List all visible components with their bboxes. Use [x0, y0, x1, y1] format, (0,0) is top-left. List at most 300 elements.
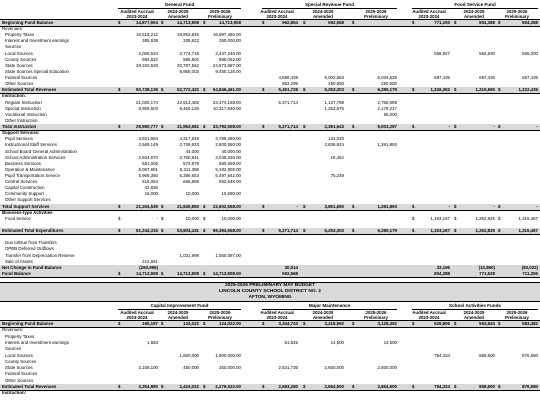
cell-value: 1,193,167	[430, 215, 450, 221]
currency-symbol: $	[454, 228, 457, 234]
currency-symbol: $	[161, 87, 164, 93]
cell-value: 1,281,893	[377, 203, 397, 209]
column-header: 2024-2025	[312, 8, 334, 14]
cell-value: 5,192,808.00	[215, 166, 241, 172]
column-header: Preliminary	[364, 13, 388, 19]
cell-value: 9,450,126	[179, 105, 199, 111]
cell-value: 10,690.00	[221, 191, 241, 197]
row-label: Total Instruction	[2, 124, 37, 130]
fund-heading-special-revenue: Special Revenue Fund	[262, 2, 397, 9]
cell-value: 4,598,429	[278, 75, 298, 81]
column-header: Amended	[312, 13, 333, 19]
cell-value: 583,482	[522, 321, 538, 326]
cell-value: 22,602,558.00	[212, 203, 241, 209]
cell-value: 2,424,022	[179, 384, 199, 389]
cell-value: 573,579	[183, 160, 199, 166]
budget-title-box	[0, 282, 540, 302]
cell-value: 1,900,000.00	[215, 352, 241, 358]
cell-value: 9,450,126.00	[215, 68, 241, 74]
cell-value: 1,315,467	[518, 215, 538, 221]
currency-symbol: $	[303, 87, 306, 93]
cell-value: 6,285,179	[377, 87, 397, 93]
currency-symbol: $	[262, 124, 265, 130]
cell-value: 2,664,500	[377, 384, 397, 389]
currency-symbol: $	[161, 124, 164, 130]
cell-value: 385,938	[142, 38, 158, 44]
currency-symbol: $	[161, 203, 164, 209]
currency-symbol: $	[498, 124, 501, 130]
cell-value: 23,474,168.00	[212, 99, 241, 105]
cell-value: 804,388	[434, 270, 450, 276]
row-label: Estimated Total Revenues	[2, 87, 57, 93]
row-label: Beginning Fund Balance	[2, 20, 54, 25]
cell-value: 16,997,466.00	[212, 32, 241, 38]
cell-value: 6,253,303	[324, 228, 344, 234]
cell-value: 1,550,097.00	[215, 252, 241, 258]
row-label: Interest and Investment earnings	[5, 38, 69, 44]
currency-symbol: $	[118, 384, 121, 389]
currency-symbol: $	[161, 215, 164, 221]
row-label: Sources	[5, 346, 22, 352]
currency-symbol: $	[352, 20, 355, 25]
currency-symbol: $	[118, 270, 121, 276]
currency-symbol: $	[303, 384, 306, 389]
cell-value: 565,000	[522, 50, 538, 56]
cell-value: -	[493, 203, 495, 209]
cell-value: 18,462	[330, 154, 344, 160]
cell-value: 5,087,991	[138, 166, 158, 172]
currency-symbol: $	[352, 384, 355, 389]
cell-value: 2,179,217	[377, 105, 397, 111]
cell-value: 2,683,280	[278, 384, 298, 389]
cell-value: 22,513,455	[177, 99, 199, 105]
cell-value: 44,000	[185, 148, 199, 154]
cell-value: 5,461,728	[278, 87, 298, 93]
column-header: Amended	[312, 314, 333, 320]
cell-value: 20,787,562	[177, 62, 199, 68]
currency-symbol: $	[412, 228, 415, 234]
currency-symbol: $	[203, 228, 206, 234]
currency-symbol: $	[303, 321, 306, 326]
cell-value: 50,738,139	[136, 87, 158, 93]
cell-value: 8,955,603	[138, 105, 158, 111]
row-label: Local Sources	[5, 352, 33, 358]
column-header: Audited Accrual	[120, 8, 154, 14]
cell-value: 794,324	[434, 384, 450, 389]
currency-symbol: $	[303, 228, 306, 234]
cell-value: -	[448, 124, 450, 130]
row-label: Sale of Assets	[5, 258, 33, 264]
currency-symbol: $	[454, 20, 457, 25]
row-label: Regular Instruction	[5, 99, 42, 105]
cell-value: 592,568	[282, 270, 298, 276]
column-header: 2025-2026	[209, 309, 231, 315]
cell-value: -	[296, 203, 298, 209]
cell-value: 687,435	[434, 75, 450, 81]
currency-symbol: $	[203, 321, 206, 326]
cell-value: 8,955,003	[179, 68, 199, 74]
currency-symbol: $	[118, 87, 121, 93]
currency-symbol: $	[498, 321, 501, 326]
cell-value: 14,877,904	[136, 20, 158, 25]
currency-symbol: $	[203, 87, 206, 93]
cell-value: 1,850,000	[179, 352, 199, 358]
currency-symbol: $	[454, 384, 457, 389]
row-label: Transfer from Depreciation Reserve	[5, 252, 75, 258]
row-label: Property Taxes	[5, 333, 35, 339]
cell-value: 1,137,788	[324, 99, 344, 105]
cell-value: 14,713,908	[136, 270, 158, 276]
row-label: Due to/Due from Transfers	[5, 240, 57, 246]
row-label: Total Support Services	[2, 203, 50, 209]
cell-value: 657,435	[522, 75, 538, 81]
cell-value: 33,792,008.00	[212, 124, 241, 130]
row-label: Instruction:	[2, 93, 27, 99]
row-label: Net Change in Fund Balance	[2, 264, 62, 270]
row-label: Federal Sources	[5, 371, 38, 377]
cell-value: 250,650	[381, 81, 397, 87]
cell-value: 5,311,399	[179, 166, 199, 172]
currency-symbol: $	[262, 87, 265, 93]
cell-value: 14,500	[330, 339, 344, 345]
row-rule	[0, 277, 540, 278]
currency-symbol: $	[118, 321, 121, 326]
cell-value: 3,836,924	[324, 142, 344, 148]
cell-value: 3,861,660	[324, 203, 344, 209]
row-label: Local Sources	[5, 50, 33, 56]
fund-heading-major-maintenance: Major Maintenance	[262, 303, 397, 310]
cell-value: 1,252,825	[475, 215, 495, 221]
cell-value: -	[536, 124, 538, 130]
cell-value: 592,568	[328, 20, 344, 25]
cell-value: 859,600	[479, 384, 495, 389]
currency-symbol: $	[352, 124, 355, 130]
cell-value: 18,863,845	[177, 32, 199, 38]
cell-value: 14,713,908	[177, 20, 199, 25]
cell-value: 14,713,908	[219, 20, 241, 25]
row-label: Community Support	[5, 191, 44, 197]
row-label: School Board General Administration	[5, 148, 77, 154]
column-header: Amended	[463, 314, 484, 320]
cell-value: 558,927	[434, 50, 450, 56]
row-label: Federal Sources	[5, 75, 38, 81]
cell-value: 124,022	[183, 321, 199, 326]
column-header: Audited Accrual	[120, 309, 154, 315]
cell-value: 985,802	[183, 56, 199, 62]
cell-value: 10,000.00	[221, 215, 241, 221]
cell-value: 51,244,316	[136, 228, 158, 234]
currency-symbol: $	[498, 20, 501, 25]
cell-value: 5,003,287	[377, 124, 397, 130]
currency-symbol: $	[303, 203, 306, 209]
row-label: Central Services	[5, 179, 38, 185]
column-header: 2023-2024	[266, 13, 288, 19]
cell-value: 250,650	[328, 81, 344, 87]
cell-value: 5,386,653	[179, 173, 199, 178]
row-label: Estimated Total Revenues	[2, 384, 57, 389]
cell-value: 5,497,642.00	[215, 173, 241, 178]
cell-value: 985,062.00	[219, 56, 241, 62]
row-label: School Administration Services	[5, 154, 66, 160]
cell-value: 4,789,280.00	[215, 136, 241, 142]
cell-value: 350,000.00	[219, 38, 241, 44]
currency-symbol: $	[203, 124, 206, 130]
cell-value: 2,780,841	[179, 154, 199, 160]
row-label: Instruction:	[2, 390, 27, 396]
cell-value: 124,022.00	[219, 321, 241, 326]
cell-value: 24,573,887.00	[212, 62, 241, 68]
cell-value: 2,437,246.00	[215, 50, 241, 56]
cell-value: 1,219,965	[475, 87, 495, 93]
cell-value: 1,583	[147, 339, 158, 345]
cell-value: 16,518,212	[136, 32, 158, 38]
cell-value: 876,580	[522, 384, 538, 389]
fund-heading-capital-improvement: Capital Improvement Fund	[118, 303, 241, 310]
cell-value: -	[448, 203, 450, 209]
column-header: Preliminary	[505, 13, 529, 19]
cell-value: 52,772,422	[177, 87, 199, 93]
currency-symbol: $	[262, 203, 265, 209]
row-label: Support Services:	[2, 130, 40, 136]
currency-symbol: $	[454, 215, 457, 221]
currency-symbol: $	[118, 203, 121, 209]
cell-value: 551,005	[142, 160, 158, 166]
currency-symbol: $	[498, 87, 501, 93]
row-label: Operation & Maintenance	[5, 166, 55, 172]
cell-value: 2,774,718	[179, 50, 199, 56]
currency-symbol: $	[412, 384, 415, 389]
cell-value: 3,418,992	[324, 321, 344, 326]
column-header: 2025-2026	[506, 8, 528, 14]
cell-value: 771,528	[479, 270, 495, 276]
column-header: 2024-2025	[167, 309, 189, 315]
cell-value: 2,800,550.00	[215, 142, 241, 148]
cell-value: 10,317,840.00	[212, 105, 241, 111]
row-label: State Sources Special Education	[5, 68, 69, 74]
cell-value: 335,622	[183, 38, 199, 44]
row-label: Sources	[5, 44, 22, 50]
row-label: County Sources	[5, 358, 37, 364]
currency-symbol: $	[161, 321, 164, 326]
currency-symbol: $	[412, 321, 415, 326]
currency-symbol: $	[262, 384, 265, 389]
currency-symbol: $	[498, 203, 501, 209]
cell-value: 53,804,431	[177, 228, 199, 234]
row-label: State Sources	[5, 62, 33, 68]
cell-value: 31,963,581	[177, 124, 199, 130]
column-header: Preliminary	[364, 314, 388, 320]
cell-value: 131,025	[328, 136, 344, 142]
currency-symbol: $	[454, 87, 457, 93]
row-label: Special Instruction	[5, 105, 41, 111]
column-header: Amended	[167, 13, 188, 19]
cell-value: 2,534,970	[138, 154, 158, 160]
row-label: Food Service	[5, 215, 31, 221]
currency-symbol: $	[412, 203, 415, 209]
row-label: Pupil Transportation Service	[5, 173, 60, 178]
currency-symbol: $	[412, 20, 415, 25]
column-header: 2024-2025	[167, 8, 189, 14]
cell-value: 21,840,850	[177, 203, 199, 209]
column-header: 2025-2026	[365, 309, 387, 315]
column-header: Audited Accrual	[260, 8, 294, 14]
cell-value: 250,000.00	[219, 365, 241, 371]
column-header: Preliminary	[505, 314, 529, 320]
cell-value: 56,394,558.00	[212, 228, 241, 234]
column-header: 2025-2026	[365, 8, 387, 14]
cell-value: 51,645	[284, 339, 298, 345]
cell-value: 5,371,714	[278, 99, 298, 105]
currency-symbol: $	[303, 20, 306, 25]
cell-value: 2,059,634	[138, 50, 158, 56]
cell-value: 526,806	[434, 321, 450, 326]
currency-symbol: $	[352, 203, 355, 209]
cell-value: 657,435	[479, 75, 495, 81]
cell-value: 5,371,714	[278, 228, 298, 234]
currency-symbol: $	[118, 20, 121, 25]
cell-value: 1,253,875	[324, 105, 344, 111]
cell-value: 3,921,684	[138, 136, 158, 142]
cell-value: 2,631,735	[278, 365, 298, 371]
cell-value: -	[156, 215, 158, 221]
currency-symbol: $	[352, 87, 355, 93]
cell-value: 1,281,893	[377, 142, 397, 148]
fund-heading-school-activities: School Activities Funds	[412, 303, 538, 310]
column-header: Preliminary	[208, 13, 232, 19]
cell-value: 212,681	[142, 258, 158, 264]
currency-symbol: $	[454, 321, 457, 326]
column-header: 2023-2024	[126, 314, 148, 320]
title-line-2: LINCOLN COUNTY SCHOOL DISTRICT NO. 2	[219, 289, 321, 294]
currency-symbol: $	[262, 321, 265, 326]
cell-value: 3,158,100	[138, 365, 158, 371]
currency-symbol: $	[498, 215, 501, 221]
cell-value: 29,980,777	[136, 124, 158, 130]
cell-value: 5,371,714	[278, 124, 298, 130]
row-label: Other Support Services	[5, 197, 51, 203]
cell-value: 2,279,022.00	[215, 384, 241, 389]
cell-value: 2,650,000	[377, 365, 397, 371]
cell-value: 4,317,545	[179, 136, 199, 142]
cell-value: 10,000	[185, 191, 199, 197]
cell-value: 2,391,643	[324, 124, 344, 130]
cell-value: 711,356	[522, 270, 538, 276]
cell-value: 580,559.00	[219, 160, 241, 166]
row-label: Property Taxes	[5, 32, 35, 38]
cell-value: 863,295	[282, 81, 298, 87]
cell-value: 14,713,908	[177, 270, 199, 276]
currency-symbol: $	[498, 384, 501, 389]
cell-value: 3,344,743	[278, 321, 298, 326]
cell-value: 33,195	[436, 264, 450, 270]
currency-symbol: $	[203, 270, 206, 276]
cell-value: 3,128,492	[377, 321, 397, 326]
cell-value: 616,064	[142, 179, 158, 185]
column-header: 2025-2026	[209, 8, 231, 14]
cell-value: 21,264,539	[136, 203, 158, 209]
cell-value: 876,580	[522, 352, 538, 358]
cell-value: 10,000	[185, 215, 199, 221]
cell-value: 6,285,179	[377, 228, 397, 234]
cell-value: 804,388	[479, 20, 495, 25]
currency-symbol: $	[203, 384, 206, 389]
cell-value: -	[493, 124, 495, 130]
cell-value: 1,031,999	[179, 252, 199, 258]
cell-value: 1,222,435	[518, 87, 538, 93]
column-header: 2025-2026	[506, 309, 528, 315]
currency-symbol: $	[454, 203, 457, 209]
column-header: Audited Accrual	[412, 8, 446, 14]
cell-value: (32,860)	[478, 264, 495, 270]
currency-symbol: $	[161, 228, 164, 234]
cell-value: 804,388	[522, 20, 538, 25]
currency-symbol: $	[412, 124, 415, 130]
row-label: Business Services	[5, 160, 41, 166]
row-label: Interest and Investment earnings	[5, 339, 69, 345]
row-label: Other Instruction	[5, 117, 38, 123]
cell-value: 28,150,533	[136, 62, 158, 68]
column-header: 2023-2024	[418, 13, 440, 19]
cell-value: 1,315,467	[518, 228, 538, 234]
currency-symbol: $	[454, 124, 457, 130]
cell-value: 794,324	[434, 352, 450, 358]
cell-value: 54,846,461.00	[212, 87, 241, 93]
column-header: 2023-2024	[266, 314, 288, 320]
row-label: Pupil Services	[5, 136, 33, 142]
currency-symbol: $	[118, 215, 121, 221]
cell-value: 993,822	[142, 56, 158, 62]
cell-value: 2,739,933	[179, 142, 199, 148]
row-label: State Sources	[5, 365, 33, 371]
title-line-1: 2025-2026 PRELIMINARY MAY BUDGET	[224, 283, 316, 288]
column-header: Preliminary	[208, 314, 232, 320]
currency-symbol: $	[203, 203, 206, 209]
row-label: Revenues:	[2, 26, 23, 32]
cell-value: 962,854	[282, 20, 298, 25]
cell-value: 165,197	[142, 321, 158, 326]
currency-symbol: $	[161, 20, 164, 25]
row-label: Revenues:	[2, 327, 23, 333]
cell-value: 2,756,089	[377, 99, 397, 105]
column-header: 2023-2024	[418, 314, 440, 320]
row-label: OPEB Deferred Outflows	[5, 246, 54, 252]
cell-value: 2,650,000	[324, 365, 344, 371]
row-label: Capital Construction	[5, 185, 45, 191]
row-label: Beginning Fund Balance	[2, 321, 54, 326]
cell-value: 14,713,908.00	[212, 270, 241, 276]
currency-symbol: $	[498, 228, 501, 234]
column-header: 2024-2025	[463, 8, 485, 14]
currency-symbol: $	[352, 321, 355, 326]
cell-value: 562,530	[479, 50, 495, 56]
currency-symbol: $	[352, 228, 355, 234]
title-line-3: AFTON, WYOMING	[248, 295, 292, 300]
cell-value: 771,193	[434, 20, 450, 25]
column-header: Amended	[167, 314, 188, 320]
currency-symbol: $	[412, 215, 415, 221]
cell-value: 553,844	[479, 321, 495, 326]
cell-value: 5,966,350	[138, 173, 158, 178]
column-header: Amended	[463, 13, 484, 19]
row-label: Vocational Instruction	[5, 111, 47, 117]
currency-symbol: $	[161, 270, 164, 276]
cell-value: 3,045,336.00	[215, 154, 241, 160]
row-label: Other Sources	[5, 377, 34, 383]
cell-value: 1,193,167	[430, 228, 450, 234]
table-row	[0, 390, 540, 396]
cell-value: (293,996)	[139, 264, 158, 270]
cell-value: 15,000	[144, 191, 158, 197]
